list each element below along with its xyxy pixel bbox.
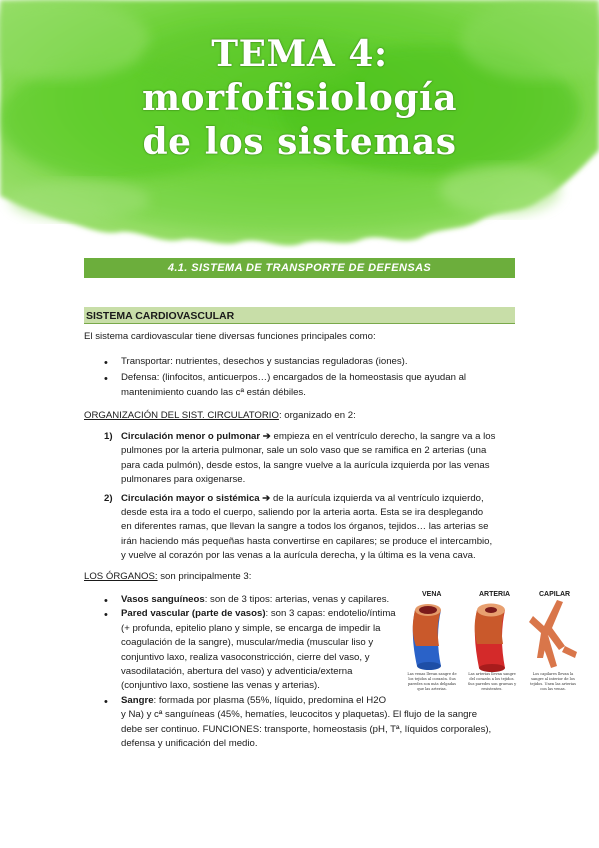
arteria-caption: Las arterias llevan sangre del corazón a los tejidos. Sus paredes son gruesas y resistentes. [467, 672, 517, 691]
organizacion-heading: ORGANIZACIÓN DEL SIST. CIRCULATORIO [84, 410, 279, 421]
section-heading: 4.1. SISTEMA DE TRANSPORTE DE DEFENSAS [84, 258, 515, 278]
page-title [0, 32, 599, 164]
organos-heading: LOS ÓRGANOS: [84, 571, 158, 582]
organos-text: son principalmente 3: [157, 571, 252, 582]
item-line: irán haciendo más pequeñas hasta convertirse en capilares; se produce el intercambio, [121, 535, 493, 547]
organos-paragraph [84, 570, 516, 584]
item-line: desde esta ira a todo el cuerpo, saliendo por la arteria aorta. Esta se ira desplegando [121, 506, 484, 518]
item-line: : son de 3 tipos: arterias, venas y capilares. [204, 594, 390, 605]
arteria-label: ARTERIA [479, 591, 511, 598]
item-line: empieza en el ventrículo derecho, la sangre va a los [273, 431, 496, 442]
capilar-label: CAPILAR [539, 591, 571, 598]
item-line: de la aurícula izquierda va al ventrículo izquierdo, [273, 492, 484, 504]
item-number: 1) [104, 431, 113, 442]
item-number: 2) [104, 492, 113, 504]
list-item [104, 492, 516, 564]
capilar-caption: Los capilares llevan la sangre al interior de los tejidos. Unen las arterias con las venas. [530, 672, 576, 691]
item-line: : formada por plasma (55%, líquido, predomina el H2O [153, 694, 387, 706]
functions-list [104, 355, 516, 400]
title-line-3: de los sistemas [142, 121, 457, 163]
item-title: Pared vascular (parte de vasos) [121, 608, 266, 620]
list-item [104, 371, 516, 400]
item-line: (+ profunda, epitelio plano y simple, se encarga de impedir la [121, 622, 381, 634]
subsection-heading: SISTEMA CARDIOVASCULAR [84, 307, 515, 324]
list-item [104, 355, 516, 369]
item-line: : son 3 capas: endotelio/íntima [265, 608, 396, 620]
item-line: debe ser continuo. FUNCIONES: transporte, homeostasis (pH, Tª, líquidos corporales), [121, 723, 492, 735]
blood-vessels-figure [407, 588, 585, 696]
item-line: coagulación de la sangre), muscular/media (muscular liso y [121, 637, 374, 649]
item-line: pulmonares para oxigenarse. [121, 474, 246, 486]
item-line: vasodilatación, abertura del vaso) y adventicia/externa [121, 665, 353, 677]
function-line: mantenimiento cuando las cª están débiles. [121, 386, 306, 398]
function-line: • Transportar: nutrientes, desechos y sustancias reguladoras (iones). [121, 356, 408, 367]
list-item [104, 430, 516, 488]
artery-illustration [475, 604, 505, 673]
capillary-illustration [529, 600, 577, 668]
item-line: defensa y unificación del medio. [121, 737, 258, 749]
item-title: Sangre [121, 694, 154, 706]
item-line: y Na) y cª sanguíneas (45%, hematíes, leucocitos y plaquetas). El flujo de la sangre [121, 709, 478, 721]
item-title: Circulación menor o pulmonar [121, 431, 261, 442]
intro-paragraph [84, 330, 516, 344]
arrow-icon: ➔ [260, 431, 274, 442]
vena-label: VENA [422, 591, 442, 598]
vein-illustration [413, 604, 441, 670]
header-banner [0, 0, 599, 250]
vena-caption: Las venas llevan sangre de los tejidos al corazón. Sus paredes son más delgadas que las arterias. [407, 672, 457, 691]
list-item [104, 694, 516, 752]
item-line: para cada pulmón), desde estos, la sangre vuelve a la aurícula izquierda por las venas [121, 459, 490, 471]
title-line-2: morfofisiología [141, 77, 458, 119]
item-line: y vuelve al corazón por las venas a la aurícula derecha, y la última es la vena cava. [121, 550, 476, 562]
item-title: Vasos sanguíneos [121, 594, 205, 605]
title-line-1: TEMA 4: [211, 33, 388, 75]
intro-text: El sistema cardiovascular tiene diversas funciones principales como: [84, 331, 376, 342]
item-line: pulmones por la arteria pulmonar, sale un solo vaso que se ramifica en 2 arterias (una [121, 445, 487, 457]
circulation-list [104, 430, 516, 564]
item-line: (conjuntivo laxo, sostiene las venas y arterias). [121, 680, 320, 692]
item-title: Circulación mayor o sistémica [121, 492, 260, 504]
organizacion-paragraph [84, 409, 516, 423]
organizacion-text: : organizado en 2: [278, 410, 356, 421]
item-line: conjuntivo laxo, realiza vasoconstricción, cierre del vaso, y [121, 651, 370, 663]
arrow-icon: ➔ [259, 492, 274, 504]
item-line: en diferentes ramas, que llevan la sangre a todos los órganos, tejidos… las arterias se [121, 521, 489, 533]
function-line: • Defensa: (linfocitos, anticuerpos…) encargados de la homeostasis que ayudan al [121, 372, 467, 384]
